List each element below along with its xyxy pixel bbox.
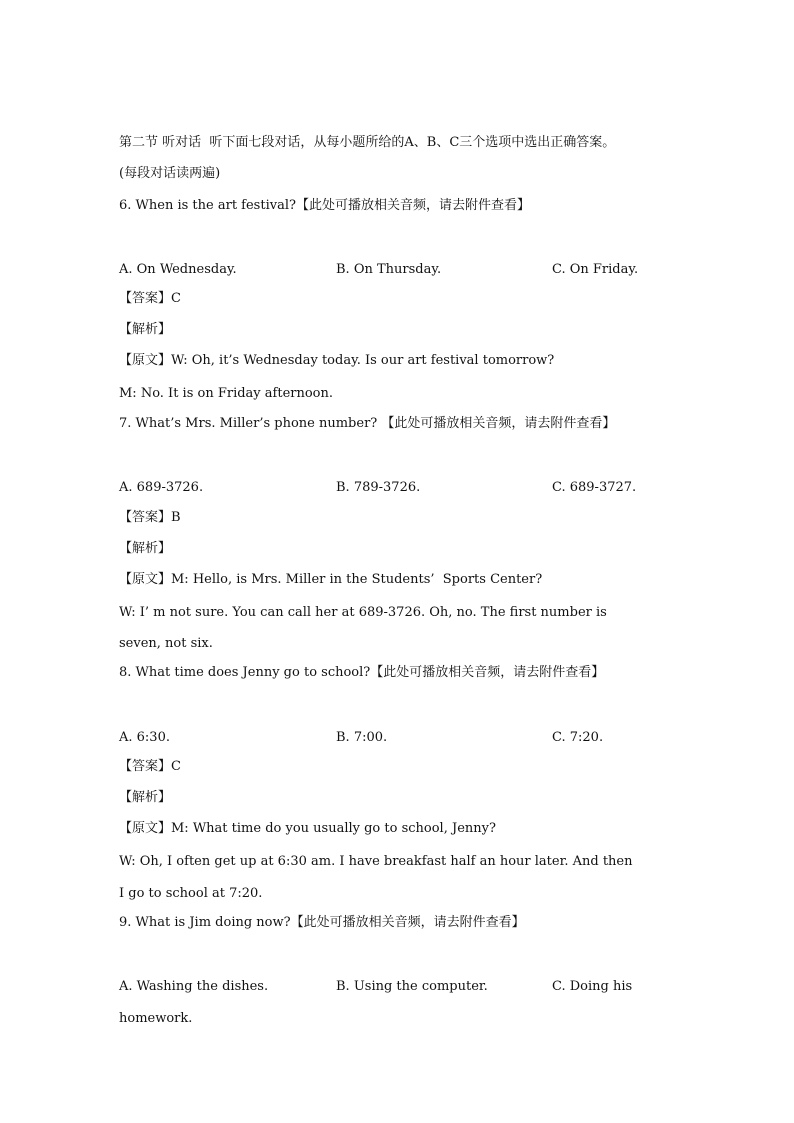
option-c: C. On Friday. — [552, 262, 639, 277]
transcript-line: 【原文】M: Hello, is Mrs. Miller in the Students’ Sports Center? — [119, 572, 543, 587]
transcript-line: W: Oh, I often get up at 6:30 am. I have breakfast half an hour later. And then — [119, 854, 633, 869]
transcript-line: W: I’ m not sure. You can call her at 689-3726. Oh, no. The first number is — [119, 605, 607, 620]
transcript-line: seven, not six. — [119, 636, 213, 651]
option-a: A. Washing the dishes. — [119, 979, 269, 994]
option-c: C. Doing his — [552, 979, 633, 994]
section-note: (每段对话读两遍) — [119, 166, 221, 181]
answer-label: 【答案】C — [119, 291, 181, 306]
analysis-label: 【解析】 — [119, 541, 172, 556]
analysis-label: 【解析】 — [119, 322, 172, 337]
section-title: 第二节 听对话 听下面七段对话，从每小题所给的A、B、C三个选项中选出正确答案。 — [119, 135, 616, 150]
analysis-label: 【解析】 — [119, 790, 172, 805]
answer-label: 【答案】C — [119, 759, 181, 774]
option-b: B. Using the computer. — [336, 979, 488, 994]
transcript-line: I go to school at 7:20. — [119, 886, 263, 901]
question-prompt: 9. What is Jim doing now?【此处可播放相关音频，请去附件查看】 — [119, 915, 525, 930]
transcript-line: 【原文】W: Oh, it’s Wednesday today. Is our art festival tomorrow? — [119, 353, 555, 368]
option-c: C. 7:20. — [552, 730, 604, 745]
option-a: A. On Wednesday. — [119, 262, 237, 277]
question-prompt: 8. What time does Jenny go to school?【此处可播放相关音频，请去附件查看】 — [119, 665, 605, 680]
option-a: A. 6:30. — [119, 730, 170, 745]
option-b: B. On Thursday. — [336, 262, 442, 277]
option-a: A. 689-3726. — [119, 480, 204, 495]
question-prompt: 6. When is the art festival?【此处可播放相关音频，请去附件查看】 — [119, 198, 530, 213]
option-c-continued: homework. — [119, 1011, 193, 1026]
option-c: C. 689-3727. — [552, 480, 637, 495]
question-prompt: 7. What’s Mrs. Miller’s phone number? 【此处可播放相关音频，请去附件查看】 — [119, 416, 616, 431]
transcript-line: M: No. It is on Friday afternoon. — [119, 386, 334, 401]
option-b: B. 789-3726. — [336, 480, 421, 495]
option-b: B. 7:00. — [336, 730, 388, 745]
transcript-line: 【原文】M: What time do you usually go to school, Jenny? — [119, 821, 496, 836]
answer-label: 【答案】B — [119, 510, 181, 525]
